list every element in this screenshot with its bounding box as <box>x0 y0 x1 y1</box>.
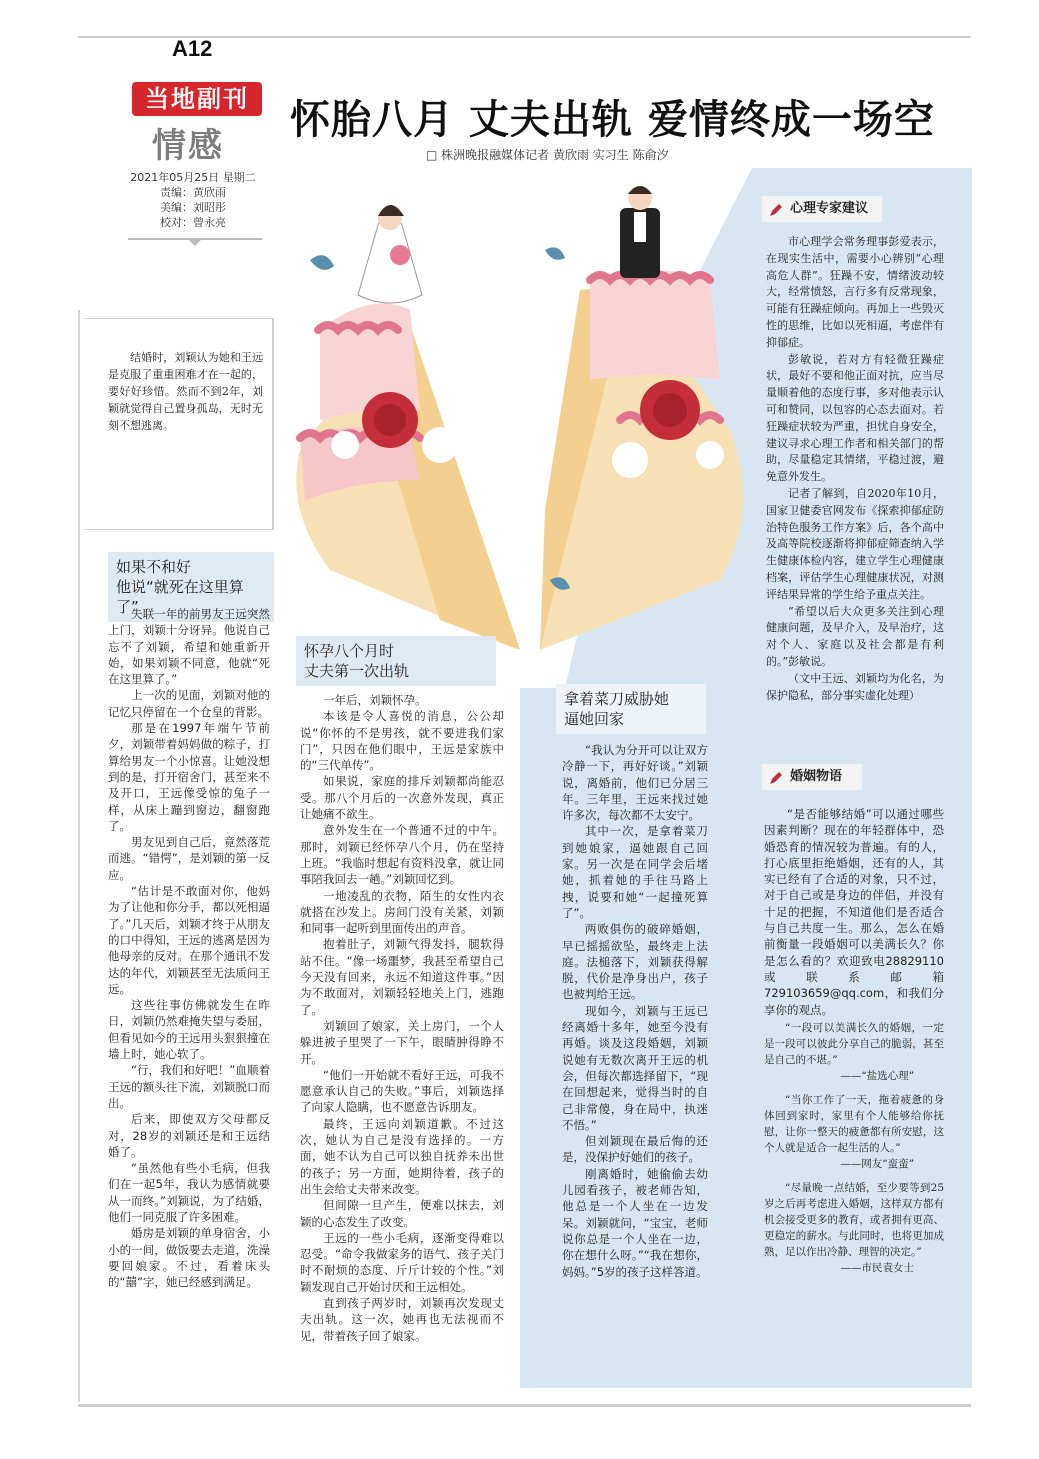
paragraph: “行，我们和好吧！”血顺着王远的额头往下流，刘颖脱口而出。 <box>108 1063 270 1110</box>
expert-advice-tag <box>762 196 882 222</box>
expert-advice-label: 心理专家建议 <box>790 201 869 216</box>
right-cake-icon <box>540 186 743 650</box>
paragraph: 刚离婚时，她偷偷去幼儿园看孩子，被老师告知，他总是一个人坐在一边发呆。刘颖就问，“宝宝，老师说你总是一个人坐在一边，你在想什么呀。”“我在想你，妈妈。”5岁的孩子这样答道。 <box>562 1166 708 1279</box>
leaf-icon <box>310 255 334 270</box>
section-body-3 <box>562 742 708 1280</box>
paragraph: 一年后，刘颖怀孕。 <box>323 693 427 707</box>
meta-date: 2021年05月25日 星期二 <box>130 171 256 184</box>
marriage-talk-label: 婚姻物语 <box>790 769 843 784</box>
expert-advice-body <box>766 234 944 704</box>
paragraph: 其中一次，是拿着菜刀到她娘家，逼她跟自己回家。另一次是在同学会后堵她，抓着她的手往马路上拽，说要和她“一起撞死算了”。 <box>562 824 708 920</box>
paragraph: 彭敏说，若对方有轻微狂躁症状，最好不要和他正面对抗，应当尽量顺着他的态度行事，多对他表示认可和赞同，以包容的心态去面对。若狂躁症状较为严重，担忧自身安全，建议寻求心理工作者和相关部门的帮助，尽量稳定其情绪，平稳过渡，避免意外发生。 <box>766 352 944 484</box>
section-heading-1-line-1: 如果不和好 <box>116 558 192 576</box>
quote-text: “尽量晚一点结婚，至少要等到25岁之后再考虑进入婚姻，这样双方都有机会接受更多的教育，或者拥有更高、更稳定的薪水。与此同时，也将更加成熟，足以作出冷静、理智的决定。” <box>764 1182 944 1258</box>
marriage-prompt <box>764 806 944 1018</box>
section-name: 情感 <box>152 126 224 166</box>
section-heading-3-line-1: 拿着菜刀威胁她 <box>564 690 670 708</box>
section-heading-2 <box>296 636 496 686</box>
page-meta <box>128 170 258 230</box>
pen-icon <box>768 770 784 786</box>
marriage-quotes <box>764 1020 944 1276</box>
quote-author: ——“盐选心理” <box>840 1070 914 1082</box>
paragraph: 最终，王远向刘颖道歉。不过这次，她认为自己是没有选择的。一方面，她不认为自己可以独自抚养未出世的孩子；另一方面，她期待着，孩子的出生会给丈夫带来改变。 <box>300 1116 504 1196</box>
paragraph: 现如今，刘颖与王远已经离婚十多年，她至今没有再婚。谈及这段婚姻，刘颖说她有无数次离开王远的机会，但每次都选择留下，“现在回想起来，觉得当时的自己非常傻，身在局中，执迷不悟。” <box>562 1003 708 1132</box>
section-heading-3-line-2: 逼她回家 <box>564 710 625 728</box>
quote-author: ——市民袁女士 <box>840 1262 914 1274</box>
section-heading-2-line-2: 丈夫第一次出轨 <box>304 662 410 680</box>
meta-editor: 责编：黄欣雨 <box>160 186 226 199</box>
meta-divider <box>128 238 262 248</box>
section-heading-2-line-1: 怀孕八个月时 <box>304 642 395 660</box>
page-number: A12 <box>172 36 213 61</box>
byline: □ 株洲晚报融媒体记者 黄欣雨 实习生 陈俞汐 <box>426 148 669 162</box>
paragraph: 一地凌乱的衣物，陌生的女性内衣就搭在沙发上。房间门没有关紧，刘颖和同事一起听到里面传出的声音。 <box>300 888 504 936</box>
paragraph: 直到孩子两岁时，刘颖再次发现丈夫出轨。这一次，她再也无法视而不见，带着孩子回了娘家。 <box>300 1295 504 1343</box>
quote-author: ——网友“蛮蛮” <box>840 1158 914 1170</box>
quote-text: “一段可以美满长久的婚姻，一定是一段可以彼此分享自己的脆弱，甚至是自己的不堪。” <box>764 1022 944 1066</box>
paragraph: “我认为分开可以让双方冷静一下，再好好谈。”刘颖说，离婚前，他们已分居三年。三年里，王远来找过她许多次，每次都不太安宁。 <box>562 743 708 823</box>
split-cake-illustration <box>290 180 760 660</box>
paragraph: 后来，即使双方父母都反对，28岁的刘颖还是和王远结婚了。 <box>108 1112 270 1159</box>
paragraph: 王远的一些小毛病，逐渐变得难以忍受。“命令我做家务的语气、孩子关门时不耐烦的态度、斤斤计较的个性。”刘颖发现自己开始讨厌和王远相处。 <box>300 1230 504 1294</box>
intro-box <box>84 318 274 530</box>
intro-text: 结婚时，刘颖认为她和王远是克服了重重困难才在一起的，要好好珍惜。然而不到2年，刘颖就觉得自己置身孤岛，无时无刻不想逃离。 <box>108 351 263 432</box>
leaf-icon <box>545 247 565 259</box>
pen-icon <box>768 202 784 218</box>
section-heading-1-line-2: 他说“就死在这里算了” <box>116 578 244 616</box>
marriage-talk-tag <box>762 764 862 790</box>
paragraph: 本该是令人喜悦的消息，公公却说“你怀的不是男孩，就不要进我们家门”，只因在他们眼中，王远是家族中的“三代单传”。 <box>300 709 504 773</box>
paragraph: 如果说，家庭的排斥刘颖都尚能忍受。那八个月后的一次意外发现，真正让她痛不欲生。 <box>300 774 504 822</box>
paragraph: 男友见到自己后，竟然落荒而逃。“错愕”，是刘颖的第一反应。 <box>108 835 270 882</box>
paragraph: （文中王远、刘颖均为化名，为保护隐私，部分事实虚化处理） <box>766 671 944 702</box>
paragraph: 抱着肚子，刘颖气得发抖，腿软得站不住。“像一场噩梦，我甚至希望自己今天没有回来，永远不知道这件事。”因为不敢面对，刘颖轻轻地关上门，逃跑了。 <box>300 937 504 1017</box>
paragraph: 失联一年的前男友王远突然上门，刘颖十分讶异。他说自己忘不了刘颖，希望和她重新开始，如果刘颖不同意，他就“死在这里算了。” <box>108 607 270 687</box>
quote-text: “当你工作了一天，拖着疲惫的身体回到家时，家里有个人能够给你抚慰，让你一整天的疲惫都有所安慰，这个人就是适合一起生活的人。” <box>764 1094 944 1154</box>
meta-proofreader: 校对：曾永亮 <box>160 216 226 229</box>
bottom-rule <box>78 1404 971 1407</box>
paragraph: 但间隙一旦产生，便难以抹去，刘颖的心态发生了改变。 <box>300 1198 504 1229</box>
paragraph: 但刘颖现在最后悔的还是，没保护好她们的孩子。 <box>562 1134 708 1165</box>
section-heading-3 <box>556 684 706 734</box>
paragraph: 记者了解到，自2020年10月，国家卫健委官网发布《探索抑郁症防治特色服务工作方案》后，各个高中及高等院校逐渐将抑郁症筛查纳入学生健康体检内容，建立学生心理健康档案，评估学生心理健康状况，对测评结果异常的学生给予重点关注。 <box>766 486 944 601</box>
section-body-1 <box>108 606 270 1290</box>
paragraph: “他们一开始就不看好王远，可我不愿意承认自己的失败。”事后，刘颖选择了向家人隐瞒，也不愿意告诉朋友。 <box>300 1067 504 1115</box>
paragraph: 这些往事仿佛就发生在昨日，刘颖仍然难掩失望与委屈，但看见如今的王远用头狠狠撞在墙上时，她心软了。 <box>108 998 270 1062</box>
left-column-rule <box>78 310 80 1402</box>
paragraph: “是否能够结婚”可以通过哪些因素判断？现在的年轻群体中，恐婚恐育的情况较为普遍。有的人，打心底里拒绝婚姻，还有的人，其实已经有了合适的对象，只不过，对于自己或是身边的伴侣，并没有十足的把握，不知道他们是否适合与自己共度一生。那么，怎么在婚前衡量一段婚姻可以美满长久？你是怎么看的？欢迎致电28829110或联系邮箱729103659@qq.com，和我们分享你的观点。 <box>764 807 944 1017</box>
section-body-2 <box>300 692 504 1344</box>
brand-logo: 当地副刊 <box>132 82 262 116</box>
paragraph: 上一次的见面，刘颖对他的记忆只停留在一个仓皇的背影。 <box>108 688 270 719</box>
paragraph: 婚房是刘颖的单身宿舍，小小的一间，做饭要去走道，洗澡要回娘家。不过，看着床头的“囍”字，她已经感到满足。 <box>108 1226 270 1290</box>
paragraph: 意外发生在一个普通不过的中午。那时，刘颖已经怀孕八个月，仍在坚持上班。“我临时想起有资料没拿，就让同事陪我回去一趟。”刘颖回忆到。 <box>300 823 504 887</box>
meta-designer: 美编：刘昭彤 <box>160 201 226 214</box>
paragraph: “希望以后大众更多关注到心理健康问题，及早介入，及早治疗，这对个人、家庭以及社会都是有利的。”彭敏说。 <box>766 604 944 668</box>
paragraph: 那是在1997年端午节前夕，刘颖带着妈妈做的粽子，打算给男友一个小惊喜。让她没想到的是，打开宿舍门，甚至来不及开口，王远像受惊的兔子一样，从床上蹦到窗边，翻窗跑了。 <box>108 721 270 833</box>
left-cake-icon <box>296 205 520 650</box>
paragraph: 两败俱伤的破碎婚姻，早已摇摇欲坠，最终走上法庭。法槌落下，刘颖获得解脱，代价是净身出户，孩子也被判给王远。 <box>562 922 708 1002</box>
paragraph: 市心理学会常务理事彭爱表示，在现实生活中，需要小心辨别“心理高危人群”。狂躁不安，情绪波动较大，经常愤怒，言行多有反常现象，可能有狂躁症倾向。再加上一些毁灭性的思维，比如以死相逼，考虑伴有抑郁症。 <box>766 235 944 349</box>
paragraph: 刘颖回了娘家，关上房门，一个人躲进被子里哭了一下午，眼睛肿得睁不开。 <box>300 1018 504 1066</box>
paragraph: “虽然他有些小毛病，但我们在一起5年，我认为感情就要从一而终。”刘颖说，为了结婚，他们一同克服了许多困难。 <box>108 1161 270 1224</box>
headline: 怀胎八月 丈夫出轨 爱情终成一场空 <box>290 97 935 143</box>
paragraph: “估计是不敢面对你，他妈为了让他和你分手，都以死相逼了。”几天后，刘颖才终于从朋友的口中得知，王远的逃离是因为他母亲的反对。在那个通讯不发达的年代，刘颖甚至无法质问王远。 <box>108 884 270 996</box>
